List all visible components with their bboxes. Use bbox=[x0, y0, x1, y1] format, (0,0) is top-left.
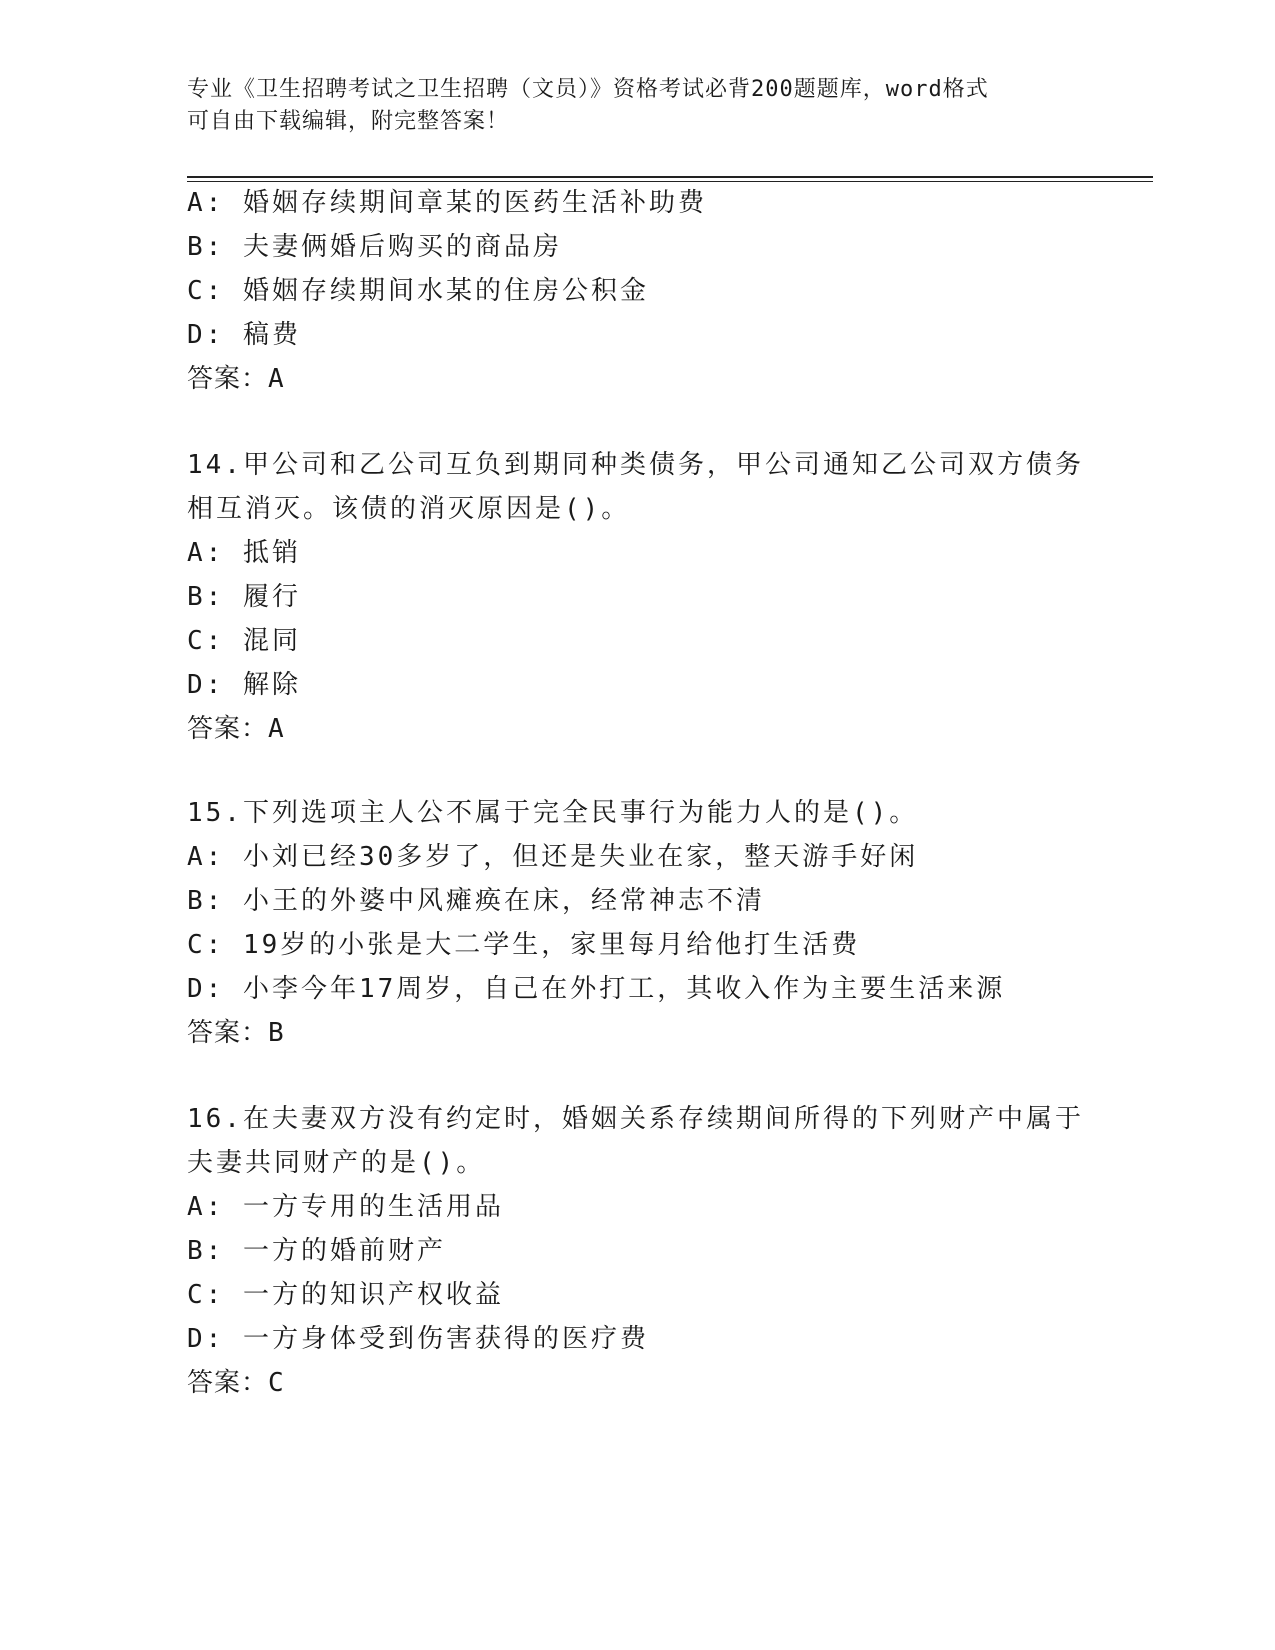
q15-option-b: B: 小王的外婆中风瘫痪在床，经常神志不清 bbox=[187, 886, 765, 916]
q16-option-b: B: 一方的婚前财产 bbox=[187, 1236, 446, 1266]
answer-value: A bbox=[268, 714, 285, 744]
q16-stem-line-1: 16.在夫妻双方没有约定时，婚姻关系存续期间所得的下列财产中属于 bbox=[187, 1104, 1084, 1134]
answer-label: 答案： bbox=[187, 364, 269, 394]
q15-option-d: D: 小李今年17周岁，自己在外打工，其收入作为主要生活来源 bbox=[187, 974, 1006, 1004]
q14-answer bbox=[187, 712, 285, 746]
q16-stem-line-2: 夫妻共同财产的是()。 bbox=[187, 1148, 486, 1178]
q16-option-a: A: 一方专用的生活用品 bbox=[187, 1192, 504, 1222]
header-divider bbox=[187, 176, 1153, 178]
q15-stem-line-1: 15.下列选项主人公不属于完全民事行为能力人的是()。 bbox=[187, 798, 919, 828]
q15-option-a: A: 小刘已经30多岁了，但还是失业在家，整天游手好闲 bbox=[187, 842, 919, 872]
q14-stem-line-1: 14.甲公司和乙公司互负到期同种类债务，甲公司通知乙公司双方债务 bbox=[187, 450, 1084, 480]
q14-option-d: D: 解除 bbox=[187, 670, 301, 700]
answer-label: 答案： bbox=[187, 714, 269, 744]
answer-value: B bbox=[268, 1018, 285, 1048]
q16-option-d: D: 一方身体受到伤害获得的医疗费 bbox=[187, 1324, 649, 1354]
answer-value: A bbox=[268, 364, 285, 394]
q15-option-c: C: 19岁的小张是大二学生，家里每月给他打生活费 bbox=[187, 930, 861, 960]
answer-label: 答案： bbox=[187, 1018, 269, 1048]
q16-option-c: C: 一方的知识产权收益 bbox=[187, 1280, 504, 1310]
document-header bbox=[187, 74, 1067, 138]
q14-stem-line-2: 相互消灭。该债的消灭原因是()。 bbox=[187, 494, 631, 524]
header-line-2: 可自由下载编辑，附完整答案！ bbox=[187, 109, 510, 134]
answer-value: C bbox=[268, 1368, 285, 1398]
q13-option-d: D: 稿费 bbox=[187, 320, 301, 350]
q15-answer bbox=[187, 1016, 285, 1050]
q13-option-b: B: 夫妻俩婚后购买的商品房 bbox=[187, 232, 562, 262]
header-line-1: 专业《卫生招聘考试之卫生招聘（文员）》资格考试必背200题题库，word格式 bbox=[187, 77, 989, 102]
q13-answer bbox=[187, 362, 285, 396]
q14-option-c: C: 混同 bbox=[187, 626, 301, 656]
q14-option-a: A: 抵销 bbox=[187, 538, 301, 568]
q16-answer bbox=[187, 1366, 285, 1400]
header-divider-thin bbox=[187, 181, 1153, 182]
q14-option-b: B: 履行 bbox=[187, 582, 301, 612]
q13-option-c: C: 婚姻存续期间水某的住房公积金 bbox=[187, 276, 649, 306]
answer-label: 答案： bbox=[187, 1368, 269, 1398]
q13-option-a: A: 婚姻存续期间章某的医药生活补助费 bbox=[187, 188, 707, 218]
